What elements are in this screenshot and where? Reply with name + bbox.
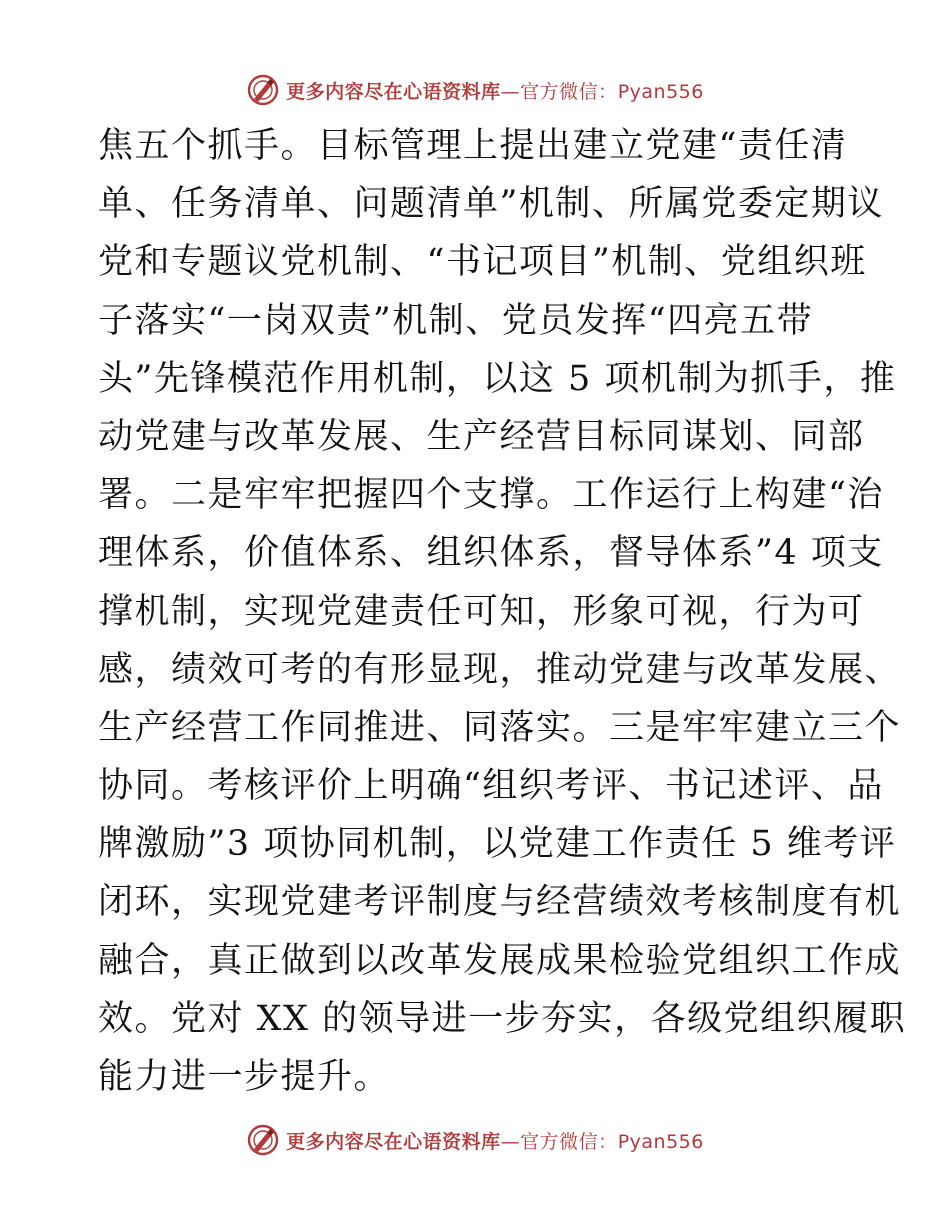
text-line: 单、任务清单、问题清单”机制、所属党委定期议 xyxy=(98,184,884,225)
banner-wechat-id: Pyan556 xyxy=(617,80,704,103)
text-line: 感，绩效可考的有形显现，推动党建与改革发展、 xyxy=(98,649,902,690)
text-line: 闭环，实现党建考评制度与经营绩效考核制度有机 xyxy=(98,882,902,923)
banner-wechat-id: Pyan556 xyxy=(617,1130,704,1153)
banner-library-name: 更多内容尽在心语资料库 xyxy=(286,1130,501,1153)
text-line: 生产经营工作同推进、同落实。三是牢牢建立三个 xyxy=(98,707,902,748)
banner-separator: — xyxy=(500,80,521,103)
text-line: 撑机制，实现党建责任可知，形象可视，行为可 xyxy=(98,591,865,632)
text-line: 头”先锋模范作用机制，以这 5 项机制为抓手，推 xyxy=(98,358,897,399)
text-line: 党和专题议党机制、“书记项目”机制、党组织班 xyxy=(98,242,867,283)
hand-pen-logo-icon xyxy=(246,1123,280,1157)
text-line: 焦五个抓手。目标管理上提出建立党建“责任清 xyxy=(98,126,848,166)
text-line: 动党建与改革发展、生产经营目标同谋划、同部 xyxy=(98,416,865,457)
hand-pen-logo-icon xyxy=(246,73,280,107)
document-body xyxy=(98,117,907,1106)
text-line: 协同。考核评价上明确“组织考评、书记述评、品 xyxy=(98,766,884,807)
text-line: 融合，真正做到以改革发展成果检验党组织工作成 xyxy=(98,940,902,981)
banner-wechat-label: 官方微信： xyxy=(520,80,618,103)
text-line: 牌激励”3 项协同机制，以党建工作责任 5 维考评 xyxy=(98,824,897,865)
text-line: 理体系，价值体系、组织体系，督导体系”4 项支 xyxy=(98,533,884,574)
banner-wechat-label: 官方微信： xyxy=(520,1130,618,1153)
banner-text xyxy=(286,77,704,104)
banner-separator: — xyxy=(500,1130,521,1153)
text-line: 能力进一步提升。 xyxy=(98,1057,391,1097)
text-line: 子落实“一岗双责”机制、党员发挥“四亮五带 xyxy=(98,300,814,341)
header-watermark-banner xyxy=(0,70,950,110)
banner-text xyxy=(286,1127,704,1154)
text-line: 署。二是牢牢把握四个支撑。工作运行上构建“治 xyxy=(98,475,884,516)
banner-library-name: 更多内容尽在心语资料库 xyxy=(286,80,501,103)
footer-watermark-banner xyxy=(0,1120,950,1160)
text-line: 效。党对 XX 的领导进一步夯实，各级党组织履职 xyxy=(98,998,907,1039)
